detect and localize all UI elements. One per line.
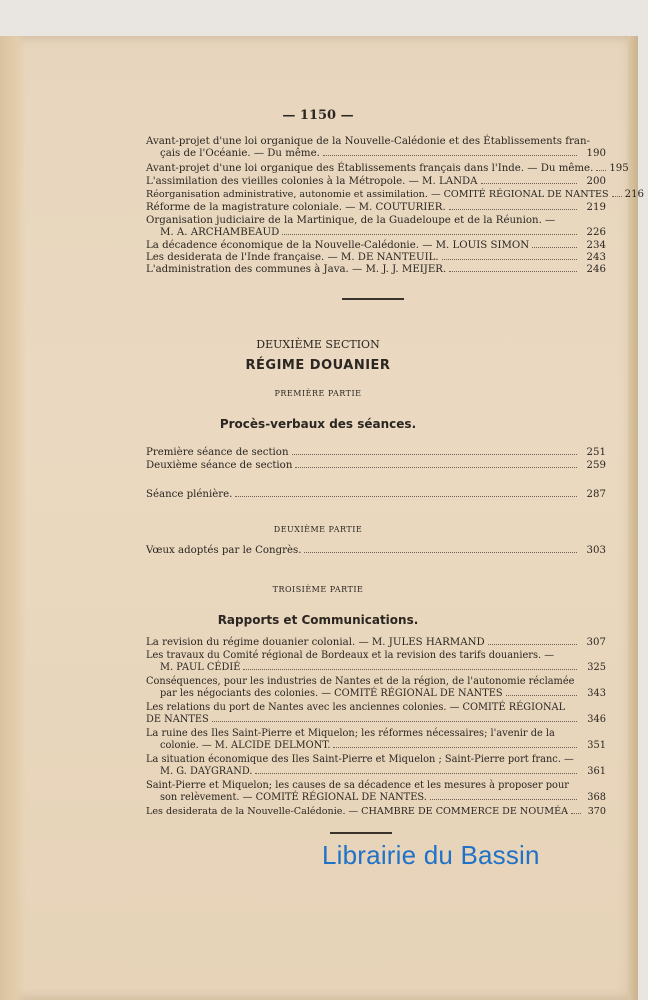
toc-entry-line: Les travaux du Comité régional de Bordeaux et la revision des tarifs douaniers. — <box>146 650 555 661</box>
part-heading: Procès-verbaux des séances. <box>219 417 417 431</box>
toc-entry <box>146 264 606 276</box>
toc-entry <box>146 489 606 501</box>
toc-entry-line: Avant-projet d'une loi organique des Établissements français dans l'Inde. — Du même. <box>146 163 594 174</box>
toc-entry-line: M. A. ARCHAMBEAUD <box>160 227 280 238</box>
toc-entry <box>146 202 606 214</box>
part-heading: Rapports et Communications. <box>217 613 419 627</box>
toc-entry <box>146 754 606 778</box>
toc-entry-line: La revision du régime douanier colonial. — M. JULES HARMAND <box>146 637 485 648</box>
toc-entry-line: La décadence économique de la Nouvelle-Calédonie. — M. LOUIS SIMON <box>146 240 530 251</box>
toc-page-number: 195 <box>609 163 629 174</box>
toc-entry-line: L'administration des communes à Java. — M. J. J. MEIJER. <box>146 264 447 275</box>
divider <box>342 298 404 300</box>
toc-entry-line: çais de l'Océanie. — Du même. <box>160 148 320 159</box>
toc-entry-line: Conséquences, pour les industries de Nantes et de la région, de l'autonomie réclamée <box>146 676 575 687</box>
toc-entry <box>146 728 606 752</box>
toc-entry-line: colonie. — M. ALCIDE DELMONT. <box>160 740 331 751</box>
toc-page-number: 361 <box>587 766 606 777</box>
toc-page-number: 370 <box>587 806 606 817</box>
toc-page-number: 190 <box>586 148 606 159</box>
toc-entry <box>146 252 606 264</box>
toc-page-number: 325 <box>587 662 606 673</box>
toc-page-number: 303 <box>586 545 606 556</box>
toc-entry <box>146 136 606 160</box>
toc-entry <box>146 806 606 818</box>
toc-page-number: 219 <box>586 202 606 213</box>
toc-entry <box>146 163 629 175</box>
toc-entry <box>146 780 606 804</box>
divider <box>330 832 392 834</box>
toc-entry-line: Vœux adoptés par le Congrès. <box>146 545 302 556</box>
watermark-text: Librairie du Bassin <box>322 840 540 870</box>
toc-page-number: 351 <box>587 740 606 751</box>
toc-entry-line: son relèvement. — COMITÉ RÉGIONAL DE NANTES. <box>160 792 427 803</box>
page-number: — 1150 — <box>282 108 354 123</box>
toc-entry <box>146 637 606 649</box>
toc-page-number: 226 <box>586 227 606 238</box>
toc-entry <box>146 447 606 459</box>
toc-entry-line: Les desiderata de la Nouvelle-Calédonie. — CHAMBRE DE COMMERCE DE NOUMÉA <box>146 806 569 817</box>
toc-entry-line: Les desiderata de l'Inde française. — M. DE NANTEUIL. <box>146 252 439 263</box>
toc-entry <box>146 545 606 557</box>
toc-entry-line: Saint-Pierre et Miquelon; les causes de sa décadence et les mesures à proposer pour <box>146 780 569 791</box>
toc-entry-line: L'assimilation des vieilles colonies à la Métropole. — M. LANDA <box>146 176 478 187</box>
toc-entry-line: par les négociants des colonies. — COMITÉ RÉGIONAL DE NANTES <box>160 688 503 699</box>
part-label: TROISIÈME PARTIE <box>272 585 364 594</box>
toc-entry-line: La ruine des Iles Saint-Pierre et Miquelon; les réformes nécessaires; l'avenir de la <box>146 728 555 739</box>
toc-entry-line: Deuxième séance de section <box>146 460 293 471</box>
toc-entry-line: La situation économique des Iles Saint-Pierre et Miquelon ; Saint-Pierre port franc. — <box>146 754 574 765</box>
toc-entry <box>146 240 606 252</box>
toc-entry-line: Première séance de section <box>146 447 289 458</box>
toc-entry-line: Réforme de la magistrature coloniale. — M. COUTURIER. <box>146 202 446 213</box>
toc-entry <box>146 702 606 726</box>
toc-page-number: 243 <box>586 252 606 263</box>
toc-entry-line: Séance plénière. <box>146 489 233 500</box>
toc-page-number: 200 <box>586 176 606 187</box>
toc-entry <box>146 460 606 472</box>
toc-entry-line: M. PAUL CÉDIÉ <box>160 662 241 673</box>
toc-page-number: 368 <box>587 792 606 803</box>
toc-entry <box>146 189 645 201</box>
section-subtitle: RÉGIME DOUANIER <box>245 358 391 373</box>
toc-entry <box>146 676 606 700</box>
toc-page-number: 216 <box>624 189 645 200</box>
toc-entry-line: M. G. DAYGRAND. <box>160 766 253 777</box>
toc-page-number: 246 <box>586 264 606 275</box>
toc-entry-line: DE NANTES <box>146 714 209 725</box>
toc-entry <box>146 650 606 674</box>
toc-page-number: 251 <box>586 447 606 458</box>
toc-page-number: 287 <box>586 489 606 500</box>
toc-entry <box>146 215 606 239</box>
toc-page-number: 259 <box>586 460 606 471</box>
toc-entry-line: Réorganisation administrative, autonomie et assimilation. — COMITÉ RÉGIONAL DE NANTES <box>146 189 609 200</box>
section-title: DEUXIÈME SECTION <box>256 338 380 351</box>
page-left-edge <box>0 36 26 1000</box>
toc-entry-line: Avant-projet d'une loi organique de la Nouvelle-Calédonie et des Établissements fran- <box>146 136 590 147</box>
toc-entry-line: Les relations du port de Nantes avec les anciennes colonies. — COMITÉ RÉGIONAL <box>146 702 566 713</box>
part-label: PREMIÈRE PARTIE <box>274 389 362 398</box>
page-right-edge <box>628 36 638 1000</box>
part-label: DEUXIÈME PARTIE <box>273 525 363 534</box>
toc-page-number: 234 <box>586 240 606 251</box>
toc-entry-line: Organisation judiciaire de la Martinique, de la Guadeloupe et de la Réunion. — <box>146 215 556 226</box>
toc-page-number: 307 <box>586 637 606 648</box>
toc-entry <box>146 176 606 188</box>
toc-page-number: 343 <box>587 688 606 699</box>
toc-page-number: 346 <box>587 714 606 725</box>
